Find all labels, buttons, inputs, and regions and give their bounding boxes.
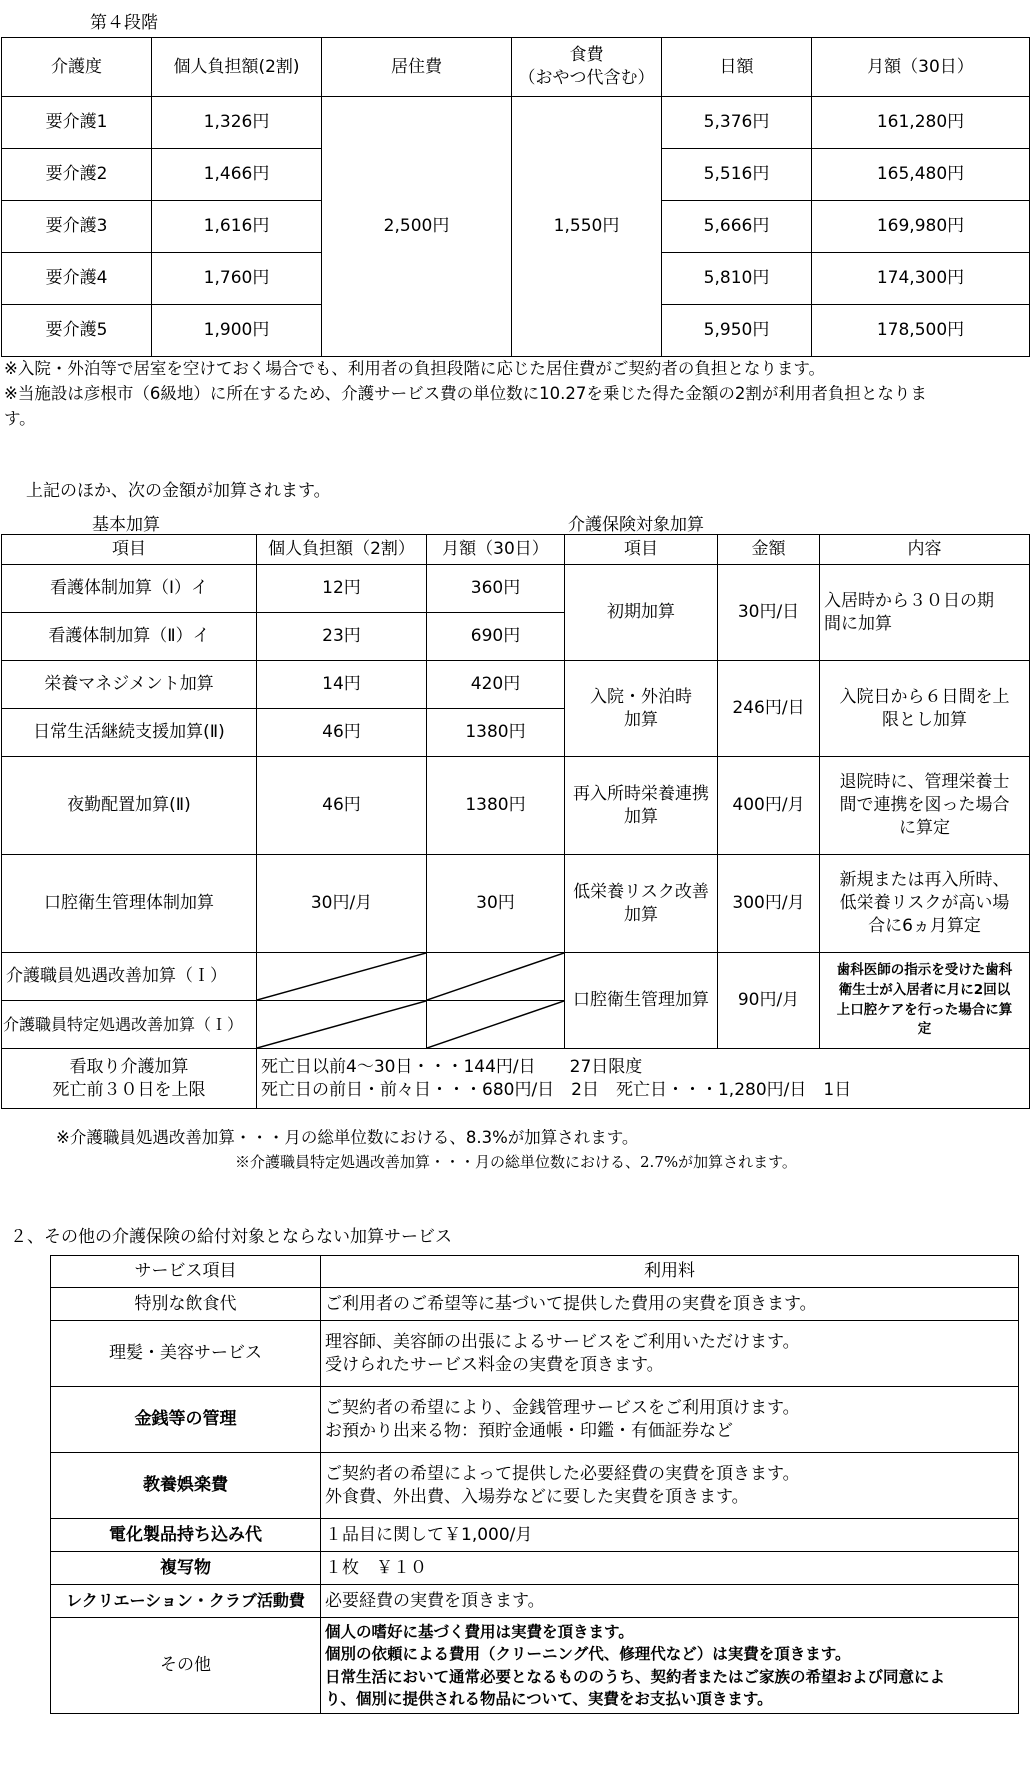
fee-cell: ご利用者のご希望等に基づいて提供した費用の実費を頂きます。: [321, 1288, 1019, 1321]
level-cell: 要介護1: [2, 97, 152, 149]
monthly-cell: 30円: [427, 855, 565, 953]
monthly-cell: 690円: [427, 613, 565, 661]
food-cell: 1,550円: [512, 97, 662, 357]
table-row: [51, 1585, 1019, 1618]
item-cell: 口腔衛生管理体制加算: [2, 855, 257, 953]
item-cell: 看護体制加算（Ⅱ）イ: [2, 613, 257, 661]
burden-cell: 14円: [257, 661, 427, 709]
note-tokutei: ※介護職員特定処遇改善加算・・・月の総単位数における、2.7%が加算されます。: [235, 1153, 797, 1171]
fee-cell: １枚 ￥１０: [321, 1552, 1019, 1585]
right-item-cell: 低栄養リスク改善 加算: [565, 855, 718, 953]
table-row: [51, 1387, 1019, 1453]
diagonal-cell: [257, 953, 427, 1001]
table-row: [51, 1552, 1019, 1585]
amount-cell: 300円/月: [718, 855, 820, 953]
level-cell: 要介護4: [2, 253, 152, 305]
table-row: [51, 1618, 1019, 1714]
header-amount: 金額: [718, 535, 820, 565]
service-item-cell: レクリエーション・クラブ活動費: [51, 1585, 321, 1618]
fee-cell: 理容師、美容師の出張によるサービスをご利用いただけます。 受けられたサービス料金の実費を頂きます。: [321, 1321, 1019, 1387]
header-level: 介護度: [2, 38, 152, 97]
burden-cell: 30円/月: [257, 855, 427, 953]
note-line: す。: [4, 409, 36, 428]
burden-cell: 1,760円: [152, 253, 322, 305]
service-item-cell: 金銭等の管理: [51, 1387, 321, 1453]
table-row: [2, 661, 1030, 709]
content-cell: 歯科医師の指示を受けた歯科 衛生士が入居者に月に2回以 上口腔ケアを行った場合に算 定: [820, 953, 1030, 1049]
table-row: [2, 953, 1030, 1001]
notes-residence: [4, 356, 1029, 431]
table-row: [2, 97, 1030, 149]
amount-cell: 246円/日: [718, 661, 820, 757]
item-cell: 介護職員特定処遇改善加算（Ｉ）: [2, 1001, 257, 1049]
daily-cell: 5,950円: [662, 305, 812, 357]
monthly-cell: 360円: [427, 565, 565, 613]
table-row: [51, 1519, 1019, 1552]
header-item: 項目: [2, 535, 257, 565]
diagonal-cell: [427, 1001, 565, 1049]
daily-cell: 5,666円: [662, 201, 812, 253]
fee-cell: 必要経費の実費を頂きます。: [321, 1585, 1019, 1618]
daily-cell: 5,516円: [662, 149, 812, 201]
section2-title: ２、その他の介護保険の給付対象とならない加算サービス: [10, 1227, 452, 1247]
right-item-cell: 入院・外泊時 加算: [565, 661, 718, 757]
table-row: [2, 565, 1030, 613]
level-cell: 要介護2: [2, 149, 152, 201]
add-table: [1, 534, 1030, 1109]
fee-cell: １品目に関して￥1,000/月: [321, 1519, 1019, 1552]
fee-cell: 個人の嗜好に基づく費用は実費を頂きます。 個別の依頼による費用（クリーニング代、修理代など）は実費を頂きます。 日常生活において通常必要となるもののうち、契約者またはご家族の希望および同意によ り、個別に提供される物品について、実費をお支払い頂きます。: [321, 1618, 1019, 1714]
monthly-cell: 420円: [427, 661, 565, 709]
service-item-cell: 特別な飲食代: [51, 1288, 321, 1321]
item-cell: 介護職員処遇改善加算（Ｉ）: [2, 953, 257, 1001]
table-row: [51, 1321, 1019, 1387]
amount-cell: 90円/月: [718, 953, 820, 1049]
service-item-cell: 複写物: [51, 1552, 321, 1585]
table-row: [2, 757, 1030, 855]
right-item-cell: 口腔衛生管理加算: [565, 953, 718, 1049]
stage-title: 第４段階: [90, 13, 158, 33]
note-line: ※入院・外泊等で居室を空けておく場合でも、利用者の負担段階に応じた居住費がご契約者の負担となります。: [4, 359, 826, 378]
fee-table: [1, 37, 1030, 357]
header-daily: 日額: [662, 38, 812, 97]
burden-cell: 1,466円: [152, 149, 322, 201]
right-item-cell: 初期加算: [565, 565, 718, 661]
burden-cell: 23円: [257, 613, 427, 661]
service-item-cell: 電化製品持ち込み代: [51, 1519, 321, 1552]
daily-cell: 5,810円: [662, 253, 812, 305]
monthly-cell: 1380円: [427, 709, 565, 757]
content-cell: 入院日から６日間を上 限とし加算: [820, 661, 1030, 757]
note-line: ※当施設は彦根市（6級地）に所在するため、介護サービス費の単位数に10.27を乗じた得た金額の2割が利用者負担となりま: [4, 384, 927, 403]
residence-cell: 2,500円: [322, 97, 512, 357]
fee-cell: ご契約者の希望により、金銭管理サービスをご利用頂けます。 お預かり出来る物：預貯金通帳・印鑑・有価証券など: [321, 1387, 1019, 1453]
header-monthly: 月額（30日）: [812, 38, 1030, 97]
fee-cell: ご契約者の希望によって提供した必要経費の実費を頂きます。 外食費、外出費、入場券などに要した実費を頂きます。: [321, 1453, 1019, 1519]
content-cell: 退院時に、管理栄養士 間で連携を図った場合 に算定: [820, 757, 1030, 855]
burden-cell: 46円: [257, 757, 427, 855]
basic-add-title: 基本加算: [92, 515, 160, 535]
monthly-cell: 169,980円: [812, 201, 1030, 253]
header-fee: 利用料: [321, 1256, 1019, 1288]
amount-cell: 400円/月: [718, 757, 820, 855]
service-item-cell: 理髪・美容サービス: [51, 1321, 321, 1387]
level-cell: 要介護3: [2, 201, 152, 253]
service-item-cell: 教養娯楽費: [51, 1453, 321, 1519]
content-cell: 入居時から３０日の期 間に加算: [820, 565, 1030, 661]
table-row: [51, 1288, 1019, 1321]
monthly-cell: 1380円: [427, 757, 565, 855]
header-burden: 個人負担額(2割): [152, 38, 322, 97]
daily-cell: 5,376円: [662, 97, 812, 149]
burden-cell: 1,900円: [152, 305, 322, 357]
item-cell: 看護体制加算（Ⅰ）イ: [2, 565, 257, 613]
level-cell: 要介護5: [2, 305, 152, 357]
burden-cell: 12円: [257, 565, 427, 613]
monthly-cell: 161,280円: [812, 97, 1030, 149]
intro-text: 上記のほか、次の金額が加算されます。: [26, 481, 331, 501]
mitori-text-cell: 死亡日以前4～30日・・・144円/日 27日限度 死亡日の前日・前々日・・・680円/日 2日 死亡日・・・1,280円/日 1日: [257, 1049, 1030, 1109]
insurance-add-title: 介護保険対象加算: [568, 515, 704, 535]
table-row: [51, 1453, 1019, 1519]
burden-cell: 46円: [257, 709, 427, 757]
service-item-cell: その他: [51, 1618, 321, 1714]
header-service-item: サービス項目: [51, 1256, 321, 1288]
content-cell: 新規または再入所時、 低栄養リスクが高い場 合に6ヵ月算定: [820, 855, 1030, 953]
burden-cell: 1,326円: [152, 97, 322, 149]
header-residence: 居住費: [322, 38, 512, 97]
header-burden: 個人負担額（2割）: [257, 535, 427, 565]
item-cell: 日常生活継続支援加算(Ⅱ): [2, 709, 257, 757]
monthly-cell: 178,500円: [812, 305, 1030, 357]
header-food: 食費 （おやつ代含む）: [512, 38, 662, 97]
right-item-cell: 再入所時栄養連携 加算: [565, 757, 718, 855]
monthly-cell: 174,300円: [812, 253, 1030, 305]
header-item-right: 項目: [565, 535, 718, 565]
table-row: [2, 1049, 1030, 1109]
mitori-label-cell: 看取り介護加算 死亡前３０日を上限: [2, 1049, 257, 1109]
service-table: [50, 1255, 1019, 1714]
header-monthly: 月額（30日）: [427, 535, 565, 565]
header-content: 内容: [820, 535, 1030, 565]
table-row: [2, 855, 1030, 953]
item-cell: 栄養マネジメント加算: [2, 661, 257, 709]
amount-cell: 30円/日: [718, 565, 820, 661]
monthly-cell: 165,480円: [812, 149, 1030, 201]
diagonal-cell: [427, 953, 565, 1001]
item-cell: 夜勤配置加算(Ⅱ): [2, 757, 257, 855]
burden-cell: 1,616円: [152, 201, 322, 253]
diagonal-cell: [257, 1001, 427, 1049]
note-shogu: ※介護職員処遇改善加算・・・月の総単位数における、8.3%が加算されます。: [56, 1128, 639, 1147]
